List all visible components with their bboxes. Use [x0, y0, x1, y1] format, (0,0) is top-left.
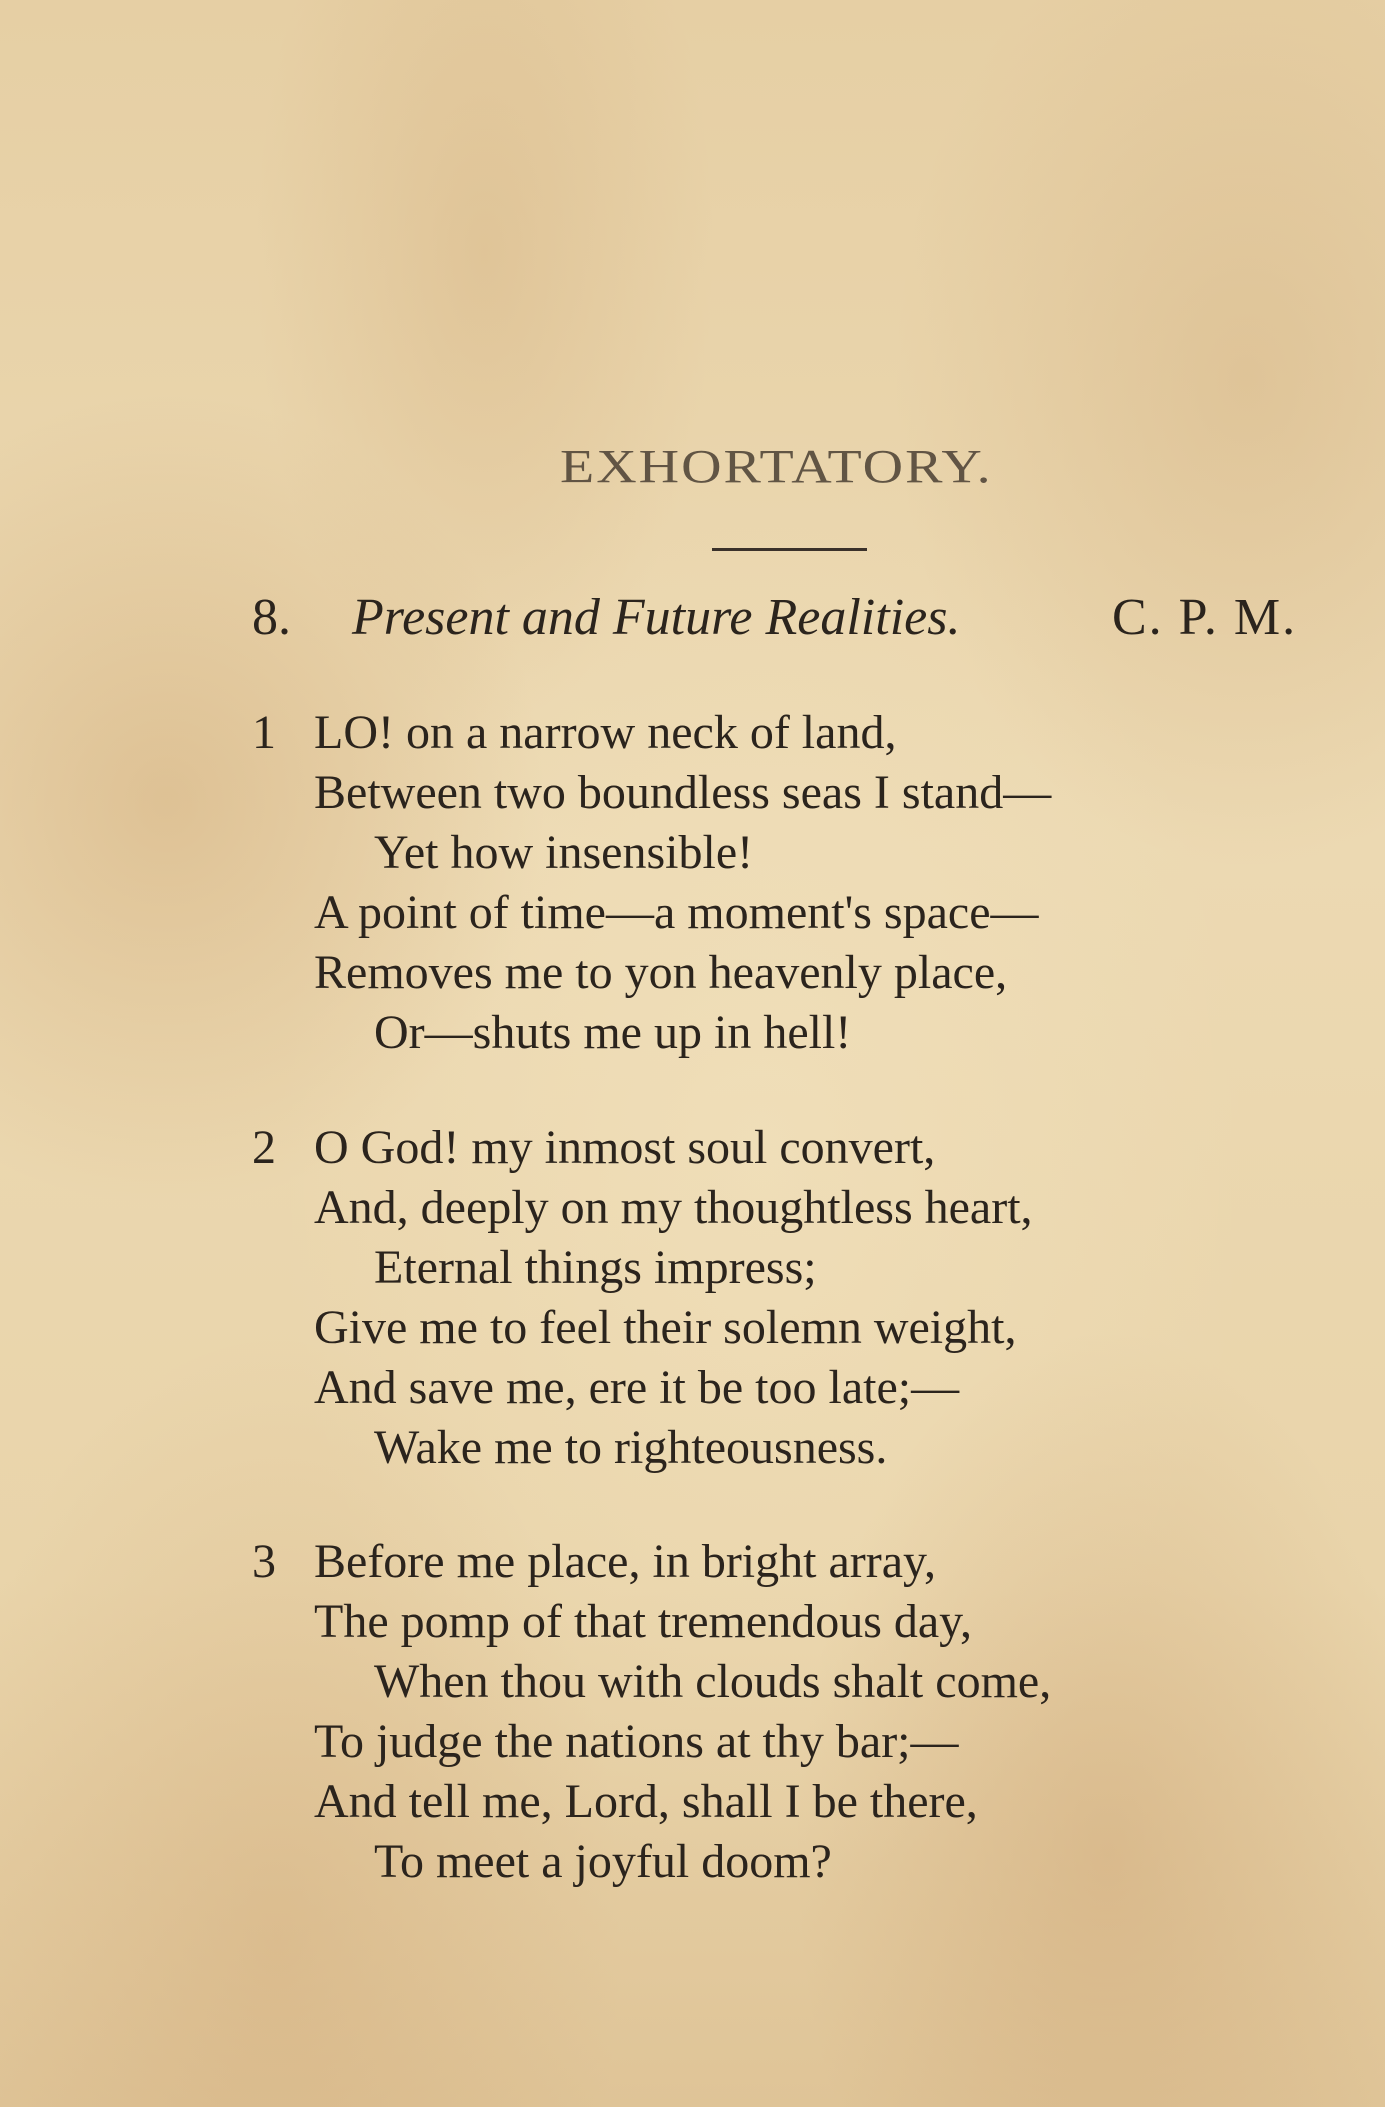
stanza-line: And tell me, Lord, shall I be there, — [314, 1775, 978, 1828]
stanza-line — [252, 1532, 1332, 1592]
heading-rule — [712, 548, 867, 551]
stanza-line: The pomp of that tremendous day, — [314, 1595, 973, 1648]
hymn-title: Present and Future Realities. — [352, 589, 961, 646]
hymn-title-line — [252, 583, 1342, 653]
stanza-line: And save me, ere it be too late;— — [314, 1361, 960, 1414]
stanza-line: Removes me to yon heavenly place, — [314, 946, 1008, 999]
stanza-line: Between two boundless seas I stand— — [314, 766, 1052, 819]
stanza-line: Eternal things impress; — [374, 1241, 817, 1294]
hymn-meter: C. P. M. — [1112, 589, 1298, 646]
stanza — [252, 1118, 1332, 1478]
stanza — [252, 703, 1332, 1063]
hymn-number: 8. — [252, 589, 291, 646]
stanza-line: To judge the nations at thy bar;— — [314, 1715, 959, 1768]
stanza-line: To meet a joyful doom? — [374, 1835, 832, 1888]
stanza-line-text: O God! my inmost soul convert, — [314, 1121, 936, 1174]
stanza-line: When thou with clouds shalt come, — [374, 1655, 1052, 1708]
stanza-line: A point of time—a moment's space— — [314, 886, 1039, 939]
stanza-number: 2 — [252, 1121, 276, 1174]
stanza-number: 3 — [252, 1535, 276, 1588]
stanza-line: And, deeply on my thoughtless heart, — [314, 1181, 1033, 1234]
stanza — [252, 1532, 1332, 1892]
stanza-line: Yet how insensible! — [374, 826, 754, 879]
stanza-line — [252, 1118, 1332, 1178]
stanza-number: 1 — [252, 706, 276, 759]
stanza-line-text: LO! on a narrow neck of land, — [314, 706, 897, 759]
stanza-line — [252, 703, 1332, 763]
section-heading: EXHORTATORY. — [560, 440, 993, 494]
stanza-line: Or—shuts me up in hell! — [374, 1006, 852, 1059]
stanza-line: Give me to feel their solemn weight, — [314, 1301, 1017, 1354]
stanza-line: Wake me to righteousness. — [374, 1421, 888, 1474]
stanza-line-text: Before me place, in bright array, — [314, 1535, 936, 1588]
